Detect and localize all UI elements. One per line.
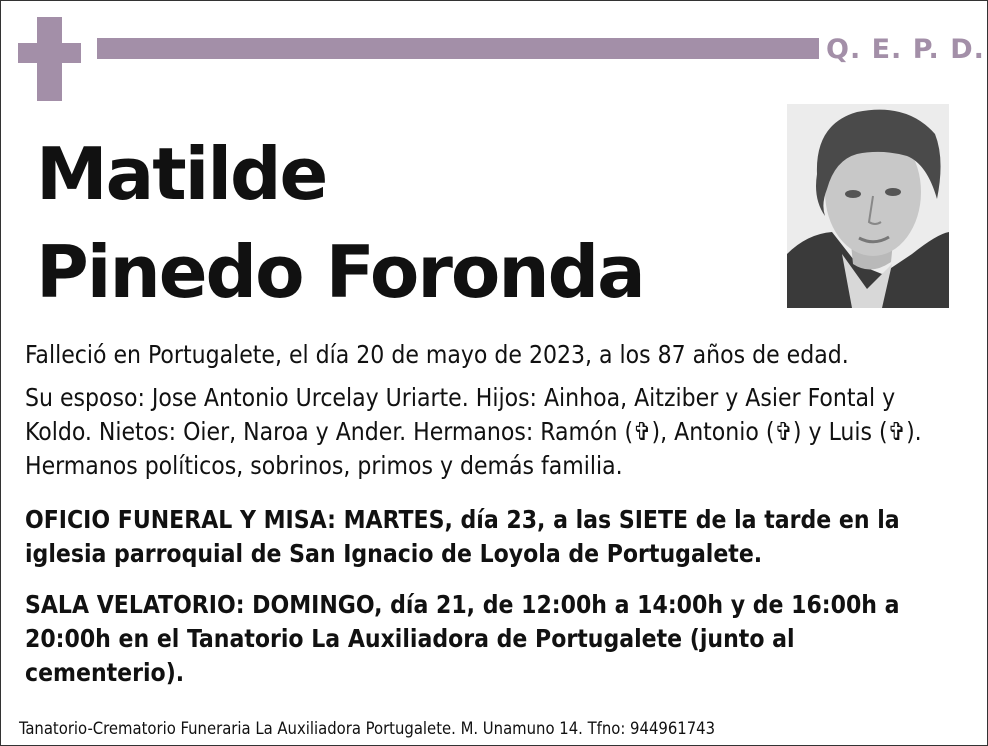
cross-icon bbox=[18, 17, 81, 101]
deceased-first-name: Matilde bbox=[36, 132, 327, 216]
header-bar bbox=[97, 38, 819, 59]
portrait-photo bbox=[787, 104, 949, 308]
family-text: Su esposo: Jose Antonio Urcelay Uriarte. Hijos: Ainhoa, Aitziber y Asier Fontal y Koldo. Nietos: Oier, Naroa y Ander. Hermanos: Ramón (✞), Antonio (✞) y Luis (✞). Hermanos políticos, sobrinos, primos y demás familia. bbox=[25, 383, 922, 480]
deceased-last-name: Pinedo Foronda bbox=[36, 230, 644, 314]
death-notice-text: Falleció en Portugalete, el día 20 de mayo de 2023, a los 87 años de edad. bbox=[25, 340, 849, 369]
funeral-text: OFICIO FUNERAL Y MISA: MARTES, día 23, a las SIETE de la tarde en la iglesia parroquial de San Ignacio de Loyola de Portugalete. bbox=[25, 505, 900, 568]
funeral-home-footer: Tanatorio-Crematorio Funeraria La Auxiliadora Portugalete. M. Unamuno 14. Tfno: 944961743 bbox=[19, 719, 716, 738]
wake-text: SALA VELATORIO: DOMINGO, día 21, de 12:00h a 14:00h y de 16:00h a 20:00h en el Tanatorio La Auxiliadora de Portugalete (junto al cementerio). bbox=[25, 590, 900, 687]
qepd-label: Q. E. P. D. bbox=[826, 34, 985, 65]
